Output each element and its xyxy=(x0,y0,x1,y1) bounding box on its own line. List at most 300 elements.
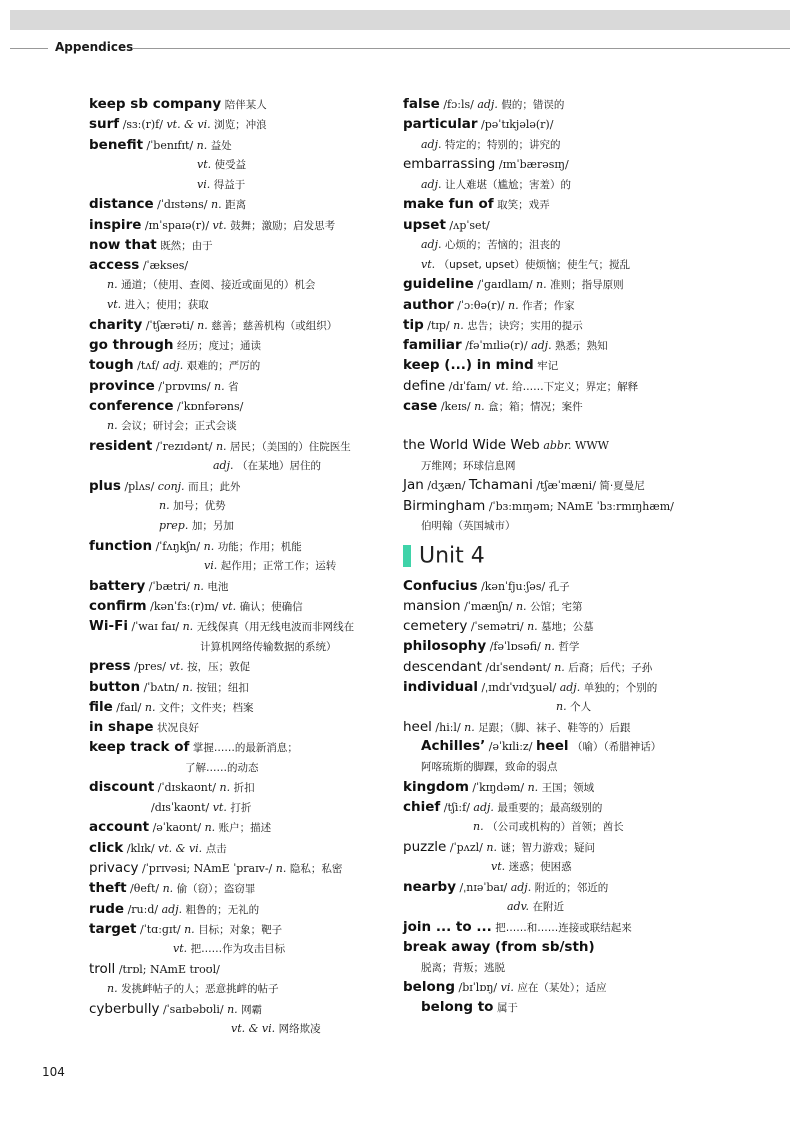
part-of-speech: adj. xyxy=(421,177,442,191)
part-of-speech: n. xyxy=(184,922,195,936)
definition: 应在（某处）；适应 xyxy=(517,982,607,995)
headword: press xyxy=(89,658,131,675)
vocab-entry xyxy=(89,878,389,898)
entry-subline xyxy=(403,255,783,275)
entry-subline xyxy=(89,798,389,818)
definition: 准则；指导原则 xyxy=(550,279,624,292)
definition: 伯明翰（英国城市） xyxy=(421,519,516,532)
headword: distance xyxy=(89,196,154,213)
part-of-speech: adj. xyxy=(473,801,494,815)
part-of-speech: n. xyxy=(227,1002,238,1016)
part-of-speech: vt. xyxy=(494,379,509,393)
right-column xyxy=(403,94,783,1017)
vocab-entry xyxy=(403,94,783,114)
headword: belong xyxy=(403,979,455,996)
entry-subline xyxy=(403,175,783,195)
phonetic: /ɪmˈbærəsɪŋ/ xyxy=(498,158,569,172)
proper-names-section xyxy=(403,435,783,535)
vocab-entry xyxy=(403,917,783,937)
part-of-speech: n. xyxy=(144,700,156,714)
headword: privacy xyxy=(89,859,139,876)
definition: 熟悉；熟知 xyxy=(555,340,608,353)
unit-title: Unit 4 xyxy=(419,543,485,569)
vocab-entry xyxy=(89,777,389,817)
headword: Achilles’ xyxy=(421,738,486,755)
vocab-entry xyxy=(89,335,389,355)
entry-line xyxy=(89,235,389,255)
definition: 既然；由于 xyxy=(160,239,213,252)
part-of-speech: vt. xyxy=(212,218,227,232)
phonetic: /ˈbʌtn/ xyxy=(143,680,179,694)
entry-subline xyxy=(89,556,389,576)
headword: belong to xyxy=(421,998,494,1015)
vocab-entry xyxy=(403,194,783,214)
headword: break away (from sb/sth) xyxy=(403,939,595,956)
definition: （在某地）居住的 xyxy=(237,460,322,473)
headword: tip xyxy=(403,316,424,333)
headword: battery xyxy=(89,577,146,594)
part-of-speech: n. xyxy=(182,620,194,634)
vocab-entry xyxy=(403,335,783,355)
entry-line xyxy=(89,355,389,375)
definition: 发挑衅帖子的人；恶意挑衅的帖子 xyxy=(121,983,279,996)
entry-line xyxy=(89,376,389,396)
part-of-speech: vt. & vi. xyxy=(166,118,211,132)
entry-subline xyxy=(89,758,389,778)
phonetic: /ˈtɑːɡɪt/ xyxy=(140,922,181,936)
headword: the World Wide Web xyxy=(403,437,540,454)
definition: 掌握……的最新消息； xyxy=(192,742,298,755)
definition: 哲学 xyxy=(558,641,580,654)
phonetic: /θeft/ xyxy=(130,882,160,896)
part-of-speech: n. xyxy=(215,440,227,453)
part-of-speech: n. xyxy=(197,318,208,332)
phonetic: /klɪk/ xyxy=(126,841,155,855)
headword: tough xyxy=(89,357,134,374)
entry-line xyxy=(403,797,783,817)
vocab-entry xyxy=(89,436,389,476)
entry-line xyxy=(89,476,389,496)
part-of-speech: prep. xyxy=(159,518,189,532)
definition: 了解……的动态 xyxy=(185,761,259,774)
phonetic: /kənˈfɜː(r)m/ xyxy=(150,599,219,613)
headword: make fun of xyxy=(403,196,494,213)
entry-subline xyxy=(403,998,783,1018)
vocab-entry xyxy=(89,858,389,878)
part-of-speech: n. xyxy=(527,780,539,794)
headword: particular xyxy=(403,116,478,133)
definition: 假的；错误的 xyxy=(501,99,565,111)
part-of-speech: n. xyxy=(162,882,174,896)
definition: 最重要的；最高级别的 xyxy=(497,802,603,815)
headword: mansion xyxy=(403,597,461,614)
entry-line xyxy=(89,817,389,837)
definition: 会议；研讨会；正式会谈 xyxy=(121,420,237,433)
part-of-speech: n. xyxy=(107,419,118,433)
phonetic: /ˈwaɪ faɪ/ xyxy=(131,620,180,634)
entry-line xyxy=(403,977,783,997)
headword: join ... to ... xyxy=(403,918,492,935)
definition: 浏览；冲浪 xyxy=(214,119,267,132)
entry-subline xyxy=(403,516,783,536)
headword: individual xyxy=(403,679,478,696)
vocab-entry xyxy=(403,475,783,495)
definition: 隐私；私密 xyxy=(289,862,343,875)
vocab-entry xyxy=(403,636,783,656)
vocab-entry xyxy=(89,476,389,536)
definition: 进入；使用；获取 xyxy=(124,299,209,312)
definition: 偷（窃）；盗窃罪 xyxy=(176,883,256,896)
headword: confirm xyxy=(89,597,147,614)
phonetic: /ɪnˈspaɪə(r)/ xyxy=(144,218,210,232)
part-of-speech: adj. xyxy=(213,459,234,473)
vocab-entry xyxy=(403,274,783,294)
definition: 个人 xyxy=(570,701,592,714)
left-column xyxy=(89,94,389,1039)
headword: province xyxy=(89,377,155,394)
definition: 孔子 xyxy=(548,580,570,593)
entry-subline xyxy=(89,496,389,516)
part-of-speech: n. xyxy=(508,298,519,312)
phonetic: /faɪl/ xyxy=(116,700,142,714)
part-of-speech: adj. xyxy=(161,902,183,916)
headword: Tchamani xyxy=(468,477,533,494)
section-gap xyxy=(403,416,783,435)
definition: 把……作为攻击目标 xyxy=(190,943,286,956)
definition: 按，压；敦促 xyxy=(187,661,251,674)
definition: 慈善；慈善机构（或组织） xyxy=(211,319,338,332)
headword: kingdom xyxy=(403,778,469,795)
part-of-speech: adj. xyxy=(421,237,442,251)
headword: resident xyxy=(89,438,153,454)
vocab-entry xyxy=(89,919,389,959)
entry-line xyxy=(403,435,783,455)
entry-line xyxy=(89,899,389,919)
vocab-entry xyxy=(89,94,389,114)
phonetic: /dɪsˈkaʊnt/ xyxy=(151,800,210,814)
entry-subline xyxy=(403,697,783,717)
definition: 距离 xyxy=(225,199,247,212)
part-of-speech: n. xyxy=(107,278,118,292)
vocab-entry xyxy=(89,616,389,656)
vocab-entry xyxy=(89,376,389,396)
header-rule-left xyxy=(10,48,48,49)
part-of-speech: n. xyxy=(536,278,547,292)
headword: philosophy xyxy=(403,638,487,655)
phonetic: /ˈsemətri/ xyxy=(470,620,524,634)
entry-line xyxy=(89,838,389,858)
definition: 功能；作用；机能 xyxy=(217,540,302,553)
definition: 谜；智力游戏；疑问 xyxy=(500,842,595,854)
part-of-speech: adv. xyxy=(507,900,530,914)
definition: 陪伴某人 xyxy=(224,99,267,111)
right-column-vocab xyxy=(403,94,783,416)
entry-line xyxy=(403,154,783,174)
unit-accent-bar xyxy=(403,545,411,567)
definition: 作者；作家 xyxy=(522,299,575,312)
part-of-speech: vt. xyxy=(221,599,237,613)
vocab-entry xyxy=(89,596,389,616)
entry-line xyxy=(403,315,783,335)
entry-subline xyxy=(403,456,783,476)
headword: keep track of xyxy=(89,739,190,756)
phonetic: /ˈkɪŋdəm/ xyxy=(472,780,525,794)
part-of-speech: vt. xyxy=(197,157,212,171)
phonetic: /tʃiːf/ xyxy=(443,801,470,815)
vocab-entry xyxy=(403,114,783,154)
part-of-speech: adj. xyxy=(477,98,498,111)
part-of-speech: n. xyxy=(203,539,215,553)
part-of-speech: vi. xyxy=(500,981,514,995)
entry-line xyxy=(403,636,783,656)
part-of-speech: n. xyxy=(473,820,484,834)
phonetic: /ˈpʌzl/ xyxy=(449,841,483,854)
headword: button xyxy=(89,678,141,695)
definition: 阿喀琉斯的脚踝，致命的弱点 xyxy=(421,761,558,774)
definition: 脱离；背叛；逃脱 xyxy=(421,961,505,974)
vocab-entry xyxy=(89,737,389,777)
abbreviation: WWW xyxy=(575,439,609,453)
phonetic: /ˌnɪəˈbaɪ/ xyxy=(459,880,508,894)
definition: 牢记 xyxy=(537,360,559,373)
headword: Jan xyxy=(403,477,424,494)
headword: go through xyxy=(89,337,174,354)
headword: inspire xyxy=(89,216,142,233)
entry-line xyxy=(89,114,389,134)
entry-subline xyxy=(89,637,389,657)
entry-subline xyxy=(403,958,783,978)
definition: 附近的；邻近的 xyxy=(534,881,609,894)
headword: embarrassing xyxy=(403,156,496,173)
definition: 粗鲁的；无礼的 xyxy=(185,903,260,916)
definition: 墓地；公墓 xyxy=(541,621,594,634)
phonetic: /ˈrezɪdənt/ xyxy=(155,440,213,453)
phonetic: /ruːd/ xyxy=(127,902,159,916)
entry-line xyxy=(89,255,389,275)
headword: cemetery xyxy=(403,618,468,635)
headword: chief xyxy=(403,799,441,816)
entry-line xyxy=(403,335,783,355)
definition: 目标；对象；靶子 xyxy=(198,923,283,936)
part-of-speech: vt. xyxy=(421,257,436,271)
headword: keep (...) in mind xyxy=(403,357,534,374)
definition: 取笑；戏弄 xyxy=(497,199,550,212)
headword: discount xyxy=(89,779,155,796)
headword: cyberbully xyxy=(89,1000,160,1017)
entry-line xyxy=(403,937,783,957)
part-of-speech: vt. xyxy=(169,660,184,674)
definition: 把……和……连接或联结起来 xyxy=(495,921,632,934)
entry-line xyxy=(403,475,783,495)
entry-subline xyxy=(89,939,389,959)
headword: familiar xyxy=(403,337,462,354)
headword: charity xyxy=(89,316,143,333)
entry-subline xyxy=(403,135,783,155)
vocab-entry xyxy=(403,315,783,335)
definition: 账户；描述 xyxy=(218,822,272,835)
vocab-entry xyxy=(89,999,389,1039)
entry-line xyxy=(403,295,783,315)
definition: 简·夏曼尼 xyxy=(599,480,645,493)
entry-line xyxy=(89,335,389,355)
phonetic: /trɒl; NAmE troʊl/ xyxy=(118,962,220,976)
entry-line xyxy=(403,274,783,294)
entry-line xyxy=(403,396,783,416)
part-of-speech: adj. xyxy=(559,681,581,695)
entry-line xyxy=(89,959,389,979)
phonetic: /ʌpˈset/ xyxy=(449,218,490,232)
definition: 心烦的；苦恼的；沮丧的 xyxy=(445,238,561,251)
definition: 折扣 xyxy=(233,782,255,795)
part-of-speech: vt. & vi. xyxy=(231,1022,276,1036)
definition: 得益于 xyxy=(213,178,246,191)
entry-line xyxy=(403,114,783,134)
definition: 忠告；诀窍；实用的提示 xyxy=(467,319,583,332)
entry-subline xyxy=(403,897,783,917)
page-number: 104 xyxy=(42,1065,65,1079)
phonetic: /əˈkɪliːz/ xyxy=(488,740,533,754)
definition: 网络欺凌 xyxy=(278,1023,321,1036)
entry-subline xyxy=(89,979,389,999)
phonetic: /pəˈtɪkjələ(r)/ xyxy=(481,118,554,132)
vocab-entry xyxy=(89,355,389,375)
headword: Wi-Fi xyxy=(89,618,128,635)
part-of-speech: vt. xyxy=(107,298,122,312)
definition: 王国；领域 xyxy=(541,781,595,794)
entry-line xyxy=(89,536,389,556)
headword: click xyxy=(89,839,124,856)
entry-line xyxy=(89,215,389,235)
entry-subline xyxy=(89,295,389,315)
headword: conference xyxy=(89,398,174,415)
definition: 确认；使确信 xyxy=(239,600,303,613)
entry-subline xyxy=(89,155,389,175)
entry-subline xyxy=(89,456,389,476)
entry-line xyxy=(403,496,783,516)
phonetic: /fəˈmɪliə(r)/ xyxy=(465,339,528,353)
phonetic: /ˈsaɪbəbʊli/ xyxy=(162,1002,224,1016)
vocab-entry xyxy=(89,215,389,235)
part-of-speech: n. xyxy=(474,400,485,414)
phonetic: /bɪˈlɒŋ/ xyxy=(458,981,498,995)
definition: 计算机网络传输数据的系统） xyxy=(200,640,337,653)
phonetic: /tʃæˈmæni/ xyxy=(536,479,596,493)
part-of-speech: vt. & vi. xyxy=(158,841,203,855)
definition: 电池 xyxy=(207,580,229,593)
vocab-entry xyxy=(403,576,783,596)
phonetic: /ˈprɪvəsi; NAmE ˈpraɪv-/ xyxy=(142,861,273,875)
part-of-speech: n. xyxy=(486,841,497,854)
part-of-speech: n. xyxy=(453,318,464,332)
part-of-speech: n. xyxy=(159,499,170,513)
definition: 点击 xyxy=(205,842,227,855)
entry-line xyxy=(403,355,783,375)
entry-line xyxy=(403,877,783,897)
part-of-speech: n. xyxy=(182,680,193,694)
definition: 后裔；后代；子孙 xyxy=(568,661,653,674)
part-of-speech: n. xyxy=(196,138,208,152)
definition: 万维网；环球信息网 xyxy=(421,459,516,472)
entry-line xyxy=(403,576,783,596)
vocab-entry xyxy=(89,135,389,195)
phonetic: /ˈtʃærəti/ xyxy=(145,318,194,332)
vocab-entry xyxy=(89,717,389,737)
headword: theft xyxy=(89,880,127,897)
definition: 足跟；（脚、袜子、鞋等的）后跟 xyxy=(478,722,631,735)
unit4-vocab xyxy=(403,576,783,1018)
definition: 迷惑；使困惑 xyxy=(508,861,572,874)
vocab-entry xyxy=(89,194,389,214)
headword: target xyxy=(89,920,137,937)
vocab-entry xyxy=(403,797,783,837)
part-of-speech: adj. xyxy=(510,880,532,894)
entry-line xyxy=(89,616,389,636)
phonetic: /fəˈlɒsəfi/ xyxy=(489,640,541,654)
headword: benefit xyxy=(89,136,144,153)
headword: now that xyxy=(89,236,157,253)
entry-line xyxy=(403,194,783,214)
definition: 文件；文件夹；档案 xyxy=(158,701,254,714)
entry-line xyxy=(89,576,389,596)
headword: plus xyxy=(89,477,121,494)
vocab-entry xyxy=(403,616,783,636)
definition: （upset, upset）使烦恼；使生气；搅乱 xyxy=(438,258,631,271)
vocab-entry xyxy=(403,596,783,616)
definition: 省 xyxy=(228,380,239,393)
headword: troll xyxy=(89,960,116,977)
entry-subline xyxy=(89,416,389,436)
definition: 使受益 xyxy=(214,158,247,171)
entry-line xyxy=(89,135,389,155)
part-of-speech: n. xyxy=(204,821,216,835)
entry-line xyxy=(403,917,783,937)
headword: heel xyxy=(403,719,432,736)
phonetic: /ˈdɪskaʊnt/ xyxy=(157,781,216,795)
definition: 加；另加 xyxy=(191,519,234,532)
phonetic: /ˈkɒnfərəns/ xyxy=(177,400,244,414)
part-of-speech: adj. xyxy=(421,137,442,151)
entry-subline xyxy=(89,275,389,295)
entry-line xyxy=(89,94,389,114)
headword: Confucius xyxy=(403,577,478,594)
vocab-entry xyxy=(89,396,389,436)
definition: 给……下定义；界定；解释 xyxy=(512,380,639,393)
entry-line xyxy=(403,777,783,797)
part-of-speech: n. xyxy=(193,579,204,593)
definition: 经历；度过；通读 xyxy=(177,340,262,353)
entry-line xyxy=(89,919,389,939)
entry-line xyxy=(89,858,389,878)
vocab-entry xyxy=(89,536,389,576)
vocab-entry xyxy=(403,355,783,375)
part-of-speech: vi. xyxy=(204,558,218,572)
vocab-entry xyxy=(403,937,783,977)
definition: 单独的；个别的 xyxy=(583,682,658,695)
headword: puzzle xyxy=(403,839,447,855)
phonetic: /ˈbenɪfɪt/ xyxy=(146,138,194,152)
header-rule xyxy=(132,48,790,49)
entry-line xyxy=(89,677,389,697)
headword: function xyxy=(89,537,153,554)
part-of-speech: n. xyxy=(210,198,222,212)
definition: 按钮；纽扣 xyxy=(196,681,249,694)
vocab-entry xyxy=(89,899,389,919)
definition: 居民；（美国的）住院医生 xyxy=(230,441,351,453)
vocab-entry xyxy=(89,656,389,676)
entry-subline xyxy=(89,1019,389,1039)
part-of-speech: n. xyxy=(544,640,555,654)
phonetic: /ˈprɒvɪns/ xyxy=(158,379,211,393)
